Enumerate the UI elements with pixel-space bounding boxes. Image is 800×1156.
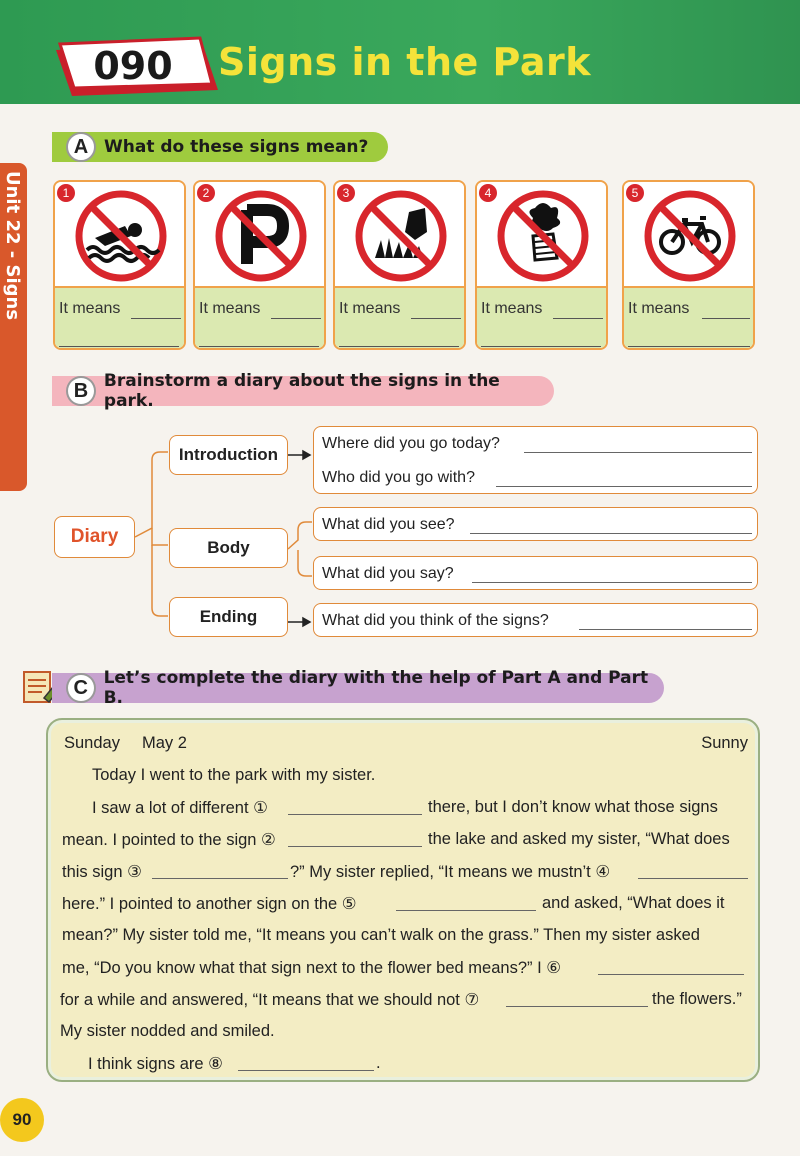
- intro-questions-box: [313, 426, 758, 494]
- section-c-letter: C: [66, 673, 96, 703]
- blank-3[interactable]: [152, 878, 288, 879]
- question-see: What did you see?: [322, 516, 455, 533]
- diary-line-10b: .: [376, 1054, 381, 1072]
- diary-weather: Sunny: [701, 734, 748, 752]
- diary-line-4b: ?” My sister replied, “It means we mustn’t ④: [290, 863, 611, 881]
- answer-line[interactable]: [579, 629, 752, 630]
- diary-line-5a: here.” I pointed to another sign on the ⑤: [62, 895, 357, 913]
- diary-line-2a: I saw a lot of different ①: [92, 799, 268, 817]
- answer-line[interactable]: [472, 582, 752, 583]
- card-number: 2: [197, 184, 215, 202]
- card-number: 4: [479, 184, 497, 202]
- body-question-say-box: [313, 556, 758, 590]
- blank-1[interactable]: [288, 814, 422, 815]
- card-prompt: It means: [59, 300, 121, 317]
- diary-line-4a: this sign ③: [62, 863, 142, 881]
- diary-line-6: mean?” My sister told me, “It means you can’t walk on the grass.” Then my sister asked: [62, 926, 700, 944]
- blank-6[interactable]: [598, 974, 744, 975]
- diary-day: Sunday: [64, 734, 120, 752]
- diary-line-3a: mean. I pointed to the sign ②: [62, 831, 276, 849]
- card-prompt: It means: [628, 300, 690, 317]
- section-a-letter: A: [66, 132, 96, 162]
- diary-line-2b: there, but I don’t know what those signs: [428, 798, 718, 816]
- card-number: 3: [337, 184, 355, 202]
- diary-line-5b: and asked, “What does it: [542, 894, 725, 912]
- ending-question-box: [313, 603, 758, 637]
- diary-line-3b: the lake and asked my sister, “What does: [428, 830, 730, 848]
- section-a-title: What do these signs mean?: [104, 137, 369, 157]
- introduction-box: Introduction: [169, 435, 288, 475]
- body-box: Body: [169, 528, 288, 568]
- card-number: 5: [626, 184, 644, 202]
- diary-root-box: Diary: [54, 516, 135, 558]
- body-question-see-box: [313, 507, 758, 541]
- question-who: Who did you go with?: [322, 469, 475, 486]
- answer-line[interactable]: [524, 452, 752, 453]
- diary-line-10a: I think signs are ⑧: [88, 1055, 223, 1073]
- card-prompt: It means: [481, 300, 543, 317]
- answer-line[interactable]: [470, 533, 752, 534]
- diary-line-8b: the flowers.”: [652, 990, 742, 1008]
- diary-line-7: me, “Do you know what that sign next to the flower bed means?” I ⑥: [62, 959, 562, 977]
- card-prompt: It means: [199, 300, 261, 317]
- section-b-letter: B: [66, 376, 96, 406]
- section-b-title: Brainstorm a diary about the signs in the park.: [103, 371, 500, 411]
- diary-line-9: My sister nodded and smiled.: [60, 1022, 275, 1040]
- question-say: What did you say?: [322, 565, 454, 582]
- section-c-title: Let’s complete the diary with the help of Part A and Part B.: [103, 668, 649, 708]
- diary-box: [46, 718, 760, 1082]
- card-prompt: It means: [339, 300, 401, 317]
- question-where: Where did you go today?: [322, 435, 500, 452]
- question-think: What did you think of the signs?: [322, 612, 549, 629]
- diary-line-1: Today I went to the park with my sister.: [92, 766, 376, 784]
- diary-line-8a: for a while and answered, “It means that we should not ⑦: [60, 991, 480, 1009]
- lesson-number: 090: [93, 44, 173, 88]
- card-number: 1: [57, 184, 75, 202]
- blank-8[interactable]: [238, 1070, 374, 1071]
- unit-label: Unit 22 - Signs: [2, 171, 23, 321]
- diary-date: May 2: [142, 734, 187, 752]
- ending-box: Ending: [169, 597, 288, 637]
- page-number: 90: [0, 1098, 44, 1142]
- section-c-header: [52, 668, 664, 708]
- page-title: Signs in the Park: [218, 40, 592, 84]
- blank-5[interactable]: [396, 910, 536, 911]
- blank-7[interactable]: [506, 1006, 648, 1007]
- answer-line[interactable]: [496, 486, 752, 487]
- blank-4[interactable]: [638, 878, 748, 879]
- blank-2[interactable]: [288, 846, 422, 847]
